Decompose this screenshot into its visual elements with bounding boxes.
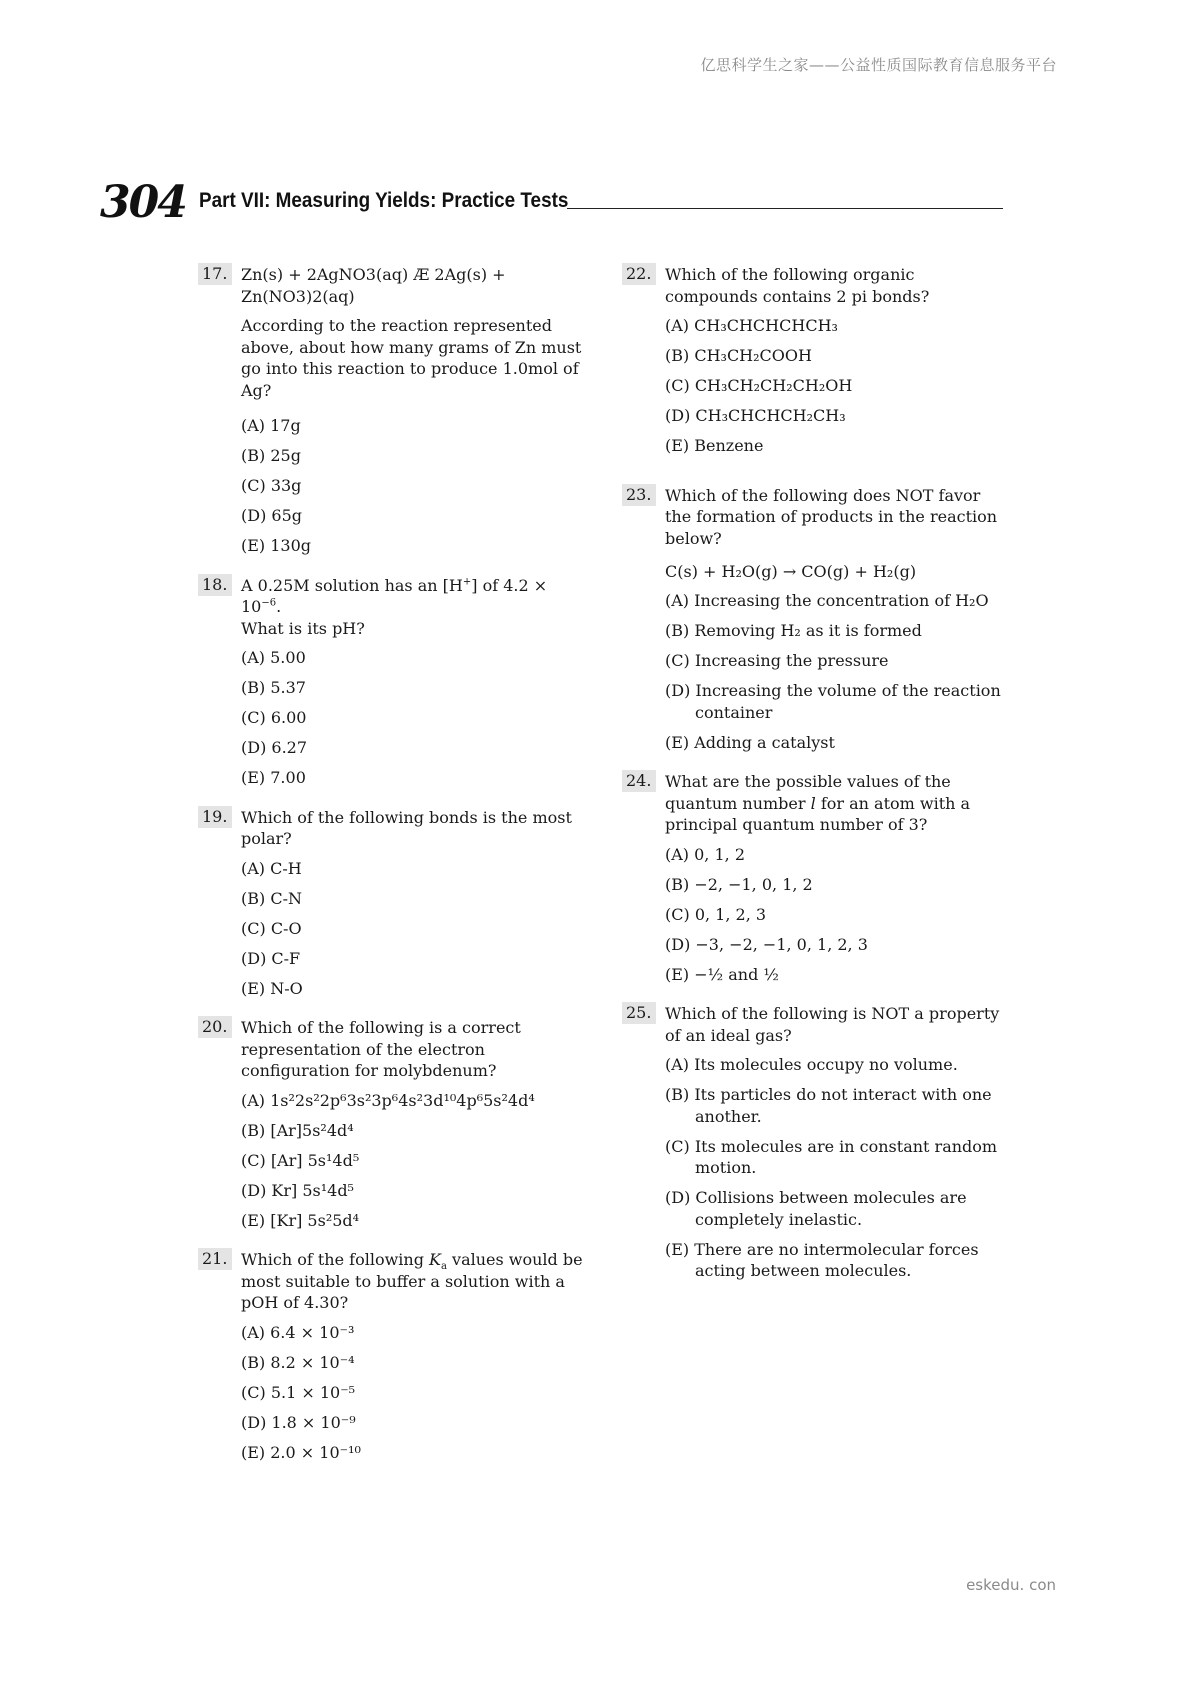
option-e[interactable]: (E) Benzene — [665, 436, 764, 455]
left-column — [198, 264, 586, 1481]
question-text: According to the reaction represented above, about how many grams of Zn must go into this reaction to produce 1.0mol of Ag? — [241, 316, 582, 400]
question-24 — [622, 771, 1010, 985]
option-b[interactable]: (B) 8.2 × 10⁻⁴ — [241, 1352, 355, 1372]
option-b[interactable]: (B) [Ar]5s²4d⁴ — [241, 1120, 354, 1140]
option-c[interactable]: (C) [Ar] 5s¹4d⁵ — [241, 1150, 360, 1170]
reaction-equation: C(s) + H₂O(g) → CO(g) + H₂(g) — [665, 562, 917, 581]
option-d[interactable]: (D) C-F — [241, 948, 301, 968]
option-e[interactable]: (E) There are no intermolecular forces acting between molecules. — [665, 1239, 979, 1280]
question-19 — [198, 807, 586, 1000]
question-number: 19. — [198, 806, 232, 828]
option-c[interactable]: (C) Its molecules are in constant random motion. — [665, 1136, 998, 1177]
option-c[interactable]: (C) 0, 1, 2, 3 — [665, 904, 767, 924]
option-b[interactable]: (B) 25g — [241, 446, 301, 465]
answer-options — [241, 1090, 586, 1232]
stem-part: A 0.25M solution has an [H — [241, 575, 463, 595]
answer-options — [241, 647, 586, 789]
option-c[interactable]: (C) 5.1 × 10⁻⁵ — [241, 1382, 356, 1402]
stem-exponent: −6 — [261, 597, 277, 609]
option-a[interactable]: (A) 1s²2s²2p⁶3s²3p⁶4s²3d¹⁰4p⁶5s²4d⁴ — [241, 1090, 535, 1110]
option-c[interactable]: (C) 6.00 — [241, 708, 307, 727]
stem-part: What are the possible values of the quantum number — [665, 772, 951, 813]
option-d[interactable]: (D) Kr] 5s¹4d⁵ — [241, 1180, 354, 1200]
watermark-text: 亿思科学生之家——公益性质国际教育信息服务平台 — [700, 56, 1057, 74]
stem-line-2: What is its pH? — [241, 618, 365, 638]
answer-options — [665, 315, 1010, 457]
option-b[interactable]: (B) C-N — [241, 888, 302, 908]
option-a[interactable]: (A) 5.00 — [241, 648, 306, 667]
right-column — [622, 264, 1010, 1300]
option-d[interactable]: (D) 6.27 — [241, 738, 308, 757]
question-number: 22. — [622, 263, 656, 285]
option-e[interactable]: (E) −½ and ½ — [665, 964, 779, 984]
question-number: 21. — [198, 1248, 232, 1270]
option-b[interactable]: (B) −2, −1, 0, 1, 2 — [665, 874, 813, 894]
option-c[interactable]: (C) Increasing the pressure — [665, 651, 889, 670]
option-a[interactable]: (A) Its molecules occupy no volume. — [665, 1055, 958, 1074]
question-stem: Which of the following is NOT a property of an ideal gas? — [665, 1004, 1000, 1045]
reaction-line-2: Zn(NO3)2(aq) — [241, 286, 355, 306]
header-rule — [567, 208, 1003, 209]
option-d[interactable]: (D) Collisions between molecules are completely inelastic. — [665, 1188, 967, 1229]
stem-part: for an atom with a principal quantum number of 3? — [665, 793, 971, 834]
answer-options — [665, 844, 1010, 986]
question-25 — [622, 1003, 1010, 1282]
question-number: 18. — [198, 574, 232, 596]
option-c[interactable]: (C) 33g — [241, 476, 302, 495]
question-stem: Which of the following bonds is the most polar? — [241, 807, 572, 848]
question-stem — [665, 771, 1010, 836]
stem-superscript: + — [462, 576, 472, 588]
option-c[interactable]: (C) C-O — [241, 918, 302, 938]
option-a[interactable]: (A) C-H — [241, 858, 302, 878]
option-e[interactable]: (E) 7.00 — [241, 768, 306, 787]
option-a[interactable]: (A) 17g — [241, 416, 301, 435]
question-number: 20. — [198, 1016, 232, 1038]
option-e[interactable]: (E) N-O — [241, 978, 303, 998]
answer-options — [241, 858, 586, 1000]
option-a[interactable]: (A) 6.4 × 10⁻³ — [241, 1322, 355, 1342]
option-d[interactable]: (D) −3, −2, −1, 0, 1, 2, 3 — [665, 934, 868, 954]
option-a[interactable]: (A) CH₃CHCHCHCH₃ — [665, 316, 838, 335]
option-a[interactable]: (A) Increasing the concentration of H₂O — [665, 591, 989, 610]
part-title: Part VII: Measuring Yields: Practice Tests — [199, 189, 569, 212]
option-e[interactable]: (E) Adding a catalyst — [665, 732, 835, 752]
option-a[interactable]: (A) 0, 1, 2 — [665, 844, 746, 864]
page-number: 304 — [100, 177, 186, 228]
question-stem — [241, 1249, 586, 1314]
option-d[interactable]: (D) Increasing the volume of the reaction container — [665, 681, 1001, 722]
question-number: 23. — [622, 484, 656, 506]
answer-options — [665, 590, 1010, 753]
option-c[interactable]: (C) CH₃CH₂CH₂CH₂OH — [665, 376, 853, 395]
question-21 — [198, 1249, 586, 1463]
question-stem: Which of the following does NOT favor the formation of products in the reaction below? — [665, 485, 998, 548]
option-b[interactable]: (B) CH₃CH₂COOH — [665, 346, 812, 365]
option-e[interactable]: (E) [Kr] 5s²5d⁴ — [241, 1210, 360, 1230]
question-20 — [198, 1017, 586, 1231]
option-b[interactable]: (B) 5.37 — [241, 678, 306, 697]
question-18 — [198, 575, 586, 789]
option-d[interactable]: (D) 65g — [241, 506, 302, 525]
question-number: 24. — [622, 770, 656, 792]
stem-variable: K — [429, 1250, 441, 1269]
reaction-line-1: Zn(s) + 2AgNO3(aq) Æ 2Ag(s) + — [241, 265, 506, 284]
question-stem: Which of the following is a correct representation of the electron configuration for molybdenum? — [241, 1018, 521, 1080]
option-e[interactable]: (E) 130g — [241, 536, 312, 555]
question-stem — [241, 575, 586, 640]
option-b[interactable]: (B) Its particles do not interact with one another. — [665, 1085, 992, 1126]
answer-options — [241, 1322, 586, 1464]
option-d[interactable]: (D) 1.8 × 10⁻⁹ — [241, 1412, 356, 1432]
page-header — [100, 178, 1003, 228]
question-23 — [622, 485, 1010, 754]
stem-part: ] of 4.2 × 10 — [241, 575, 548, 616]
answer-options — [241, 415, 586, 557]
answer-options — [665, 1054, 1010, 1282]
stem-variable: l — [810, 793, 816, 813]
question-number: 17. — [198, 263, 232, 285]
option-b[interactable]: (B) Removing H₂ as it is formed — [665, 621, 922, 640]
question-22 — [622, 264, 1010, 457]
question-17 — [198, 264, 586, 557]
stem-part: Which of the following — [241, 1250, 430, 1269]
stem-part: . — [276, 597, 282, 616]
question-number: 25. — [622, 1002, 656, 1024]
option-e[interactable]: (E) 2.0 × 10⁻¹⁰ — [241, 1442, 361, 1462]
option-d[interactable]: (D) CH₃CHCHCH₂CH₃ — [665, 406, 846, 425]
stem-subscript: a — [440, 1261, 447, 1273]
question-stem — [241, 264, 586, 307]
stem-part: values would be most suitable to buffer a solution with a pOH of 4.30? — [241, 1250, 583, 1312]
question-stem: Which of the following organic compounds contains 2 pi bonds? — [665, 265, 930, 306]
footer-url: eskedu. con — [966, 1576, 1056, 1594]
